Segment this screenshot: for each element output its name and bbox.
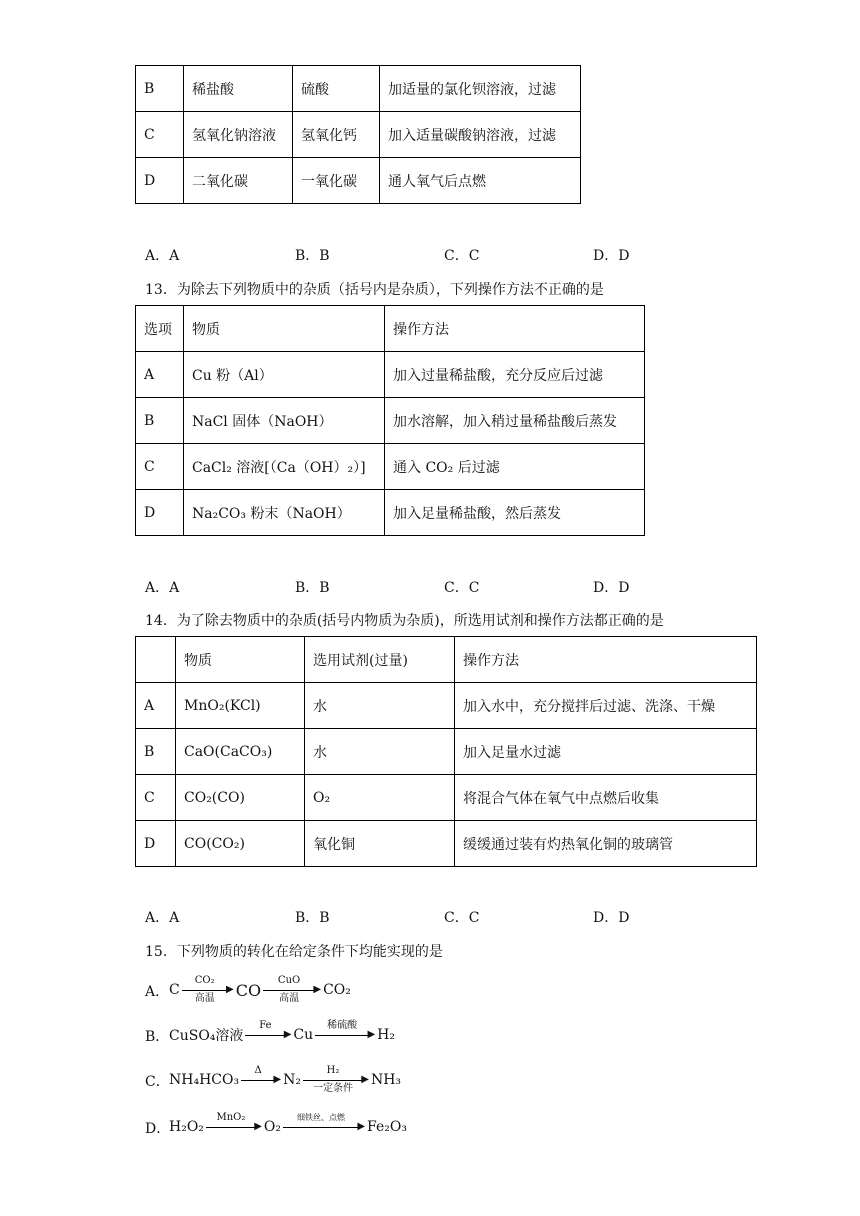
table-row <box>136 398 645 444</box>
intermediate: Cu <box>293 1027 314 1043</box>
q15-stem: 15．下列物质的转化在给定条件下均能实现的是 <box>145 944 443 960</box>
table-cell: 加水溶解，加入稍过量稀盐酸后蒸发 <box>385 398 645 444</box>
table-cell: 硫酸 <box>293 66 380 112</box>
option-d[interactable]: D．D <box>593 248 630 264</box>
table-cell: 二氧化碳 <box>184 158 293 204</box>
reactant: CuSO₄溶液 <box>169 1028 244 1044</box>
table-cell: Na₂CO₃ 粉末（NaOH） <box>184 490 385 536</box>
option-a[interactable]: A．A <box>145 910 180 926</box>
option-label: A． <box>145 984 170 1000</box>
q13-table <box>135 305 645 536</box>
table-cell: MnO₂(KCl) <box>176 683 305 729</box>
table-header-row <box>136 306 645 352</box>
arrow-condition-top: Δ <box>254 1065 262 1076</box>
q14-options <box>145 907 745 927</box>
table-cell: CaCl₂ 溶液[（Ca（OH）₂）] <box>184 444 385 490</box>
table-cell: 稀盐酸 <box>184 66 293 112</box>
arrow-condition-bottom: 高温 <box>279 993 300 1004</box>
table-cell: 氧化铜 <box>305 821 455 867</box>
option-a[interactable]: A．A <box>145 580 180 596</box>
arrow-condition-top: 稀硫酸 <box>327 1020 358 1031</box>
table-row <box>136 444 645 490</box>
table-cell: NaCl 固体（NaOH） <box>184 398 385 444</box>
table-cell: 氢氧化钙 <box>293 112 380 158</box>
table-cell: 水 <box>305 683 455 729</box>
product: NH₃ <box>370 1072 402 1088</box>
intermediate: O₂ <box>263 1119 282 1135</box>
table-cell: C <box>136 775 176 821</box>
table-header-cell: 物质 <box>176 637 305 683</box>
table-cell: D <box>136 821 176 867</box>
table-cell: 缓缓通过装有灼热氧化铜的玻璃管 <box>455 821 757 867</box>
table-cell: CO₂(CO) <box>176 775 305 821</box>
table-header-cell: 操作方法 <box>385 306 645 352</box>
q13-options <box>145 577 745 597</box>
option-b[interactable]: B．B <box>295 910 330 926</box>
reaction-arrow-icon: CuO ▶ 高温 <box>263 975 321 1005</box>
table-cell: 氢氧化钠溶液 <box>184 112 293 158</box>
table-cell: B <box>136 729 176 775</box>
reaction-arrow-icon: CO₂ ▶ 高温 <box>182 975 234 1005</box>
q14-stem: 14．为了除去物质中的杂质(括号内物质为杂质)，所选用试剂和操作方法都正确的是 <box>145 613 664 629</box>
table-row <box>136 683 757 729</box>
table-row <box>136 352 645 398</box>
product: Fe₂O₃ <box>367 1119 407 1135</box>
q12-options <box>145 245 745 265</box>
arrow-condition-top: H₂ <box>326 1065 340 1076</box>
table-cell: D <box>136 490 184 536</box>
reactant: H₂O₂ <box>169 1119 204 1135</box>
option-d[interactable]: D．D <box>593 580 630 596</box>
table-cell: 加入适量碳酸钠溶液，过滤 <box>380 112 581 158</box>
table-header-cell: 物质 <box>184 306 385 352</box>
option-label: C． <box>145 1074 170 1090</box>
table-cell: B <box>136 66 184 112</box>
table-cell: 通人氧气后点燃 <box>380 158 581 204</box>
table-row <box>136 821 757 867</box>
table-header-cell: 选用试剂(过量) <box>305 637 455 683</box>
table-cell: 水 <box>305 729 455 775</box>
table-header-cell: 操作方法 <box>455 637 757 683</box>
table-cell: D <box>136 158 184 204</box>
table-cell: 加入水中，充分搅拌后过滤、洗涤、干燥 <box>455 683 757 729</box>
table-header-cell: 选项 <box>136 306 184 352</box>
arrow-condition-top: Fe <box>259 1020 272 1031</box>
table-row <box>136 729 757 775</box>
table-cell: 将混合气体在氧气中点燃后收集 <box>455 775 757 821</box>
table-row <box>136 158 581 204</box>
option-a[interactable]: A．A <box>145 248 180 264</box>
table-cell: O₂ <box>305 775 455 821</box>
product: H₂ <box>377 1027 395 1043</box>
table-row <box>136 490 645 536</box>
option-b[interactable]: B．B <box>295 248 330 264</box>
option-c[interactable]: C．C <box>444 580 480 596</box>
option-d[interactable]: D．D <box>593 910 630 926</box>
intermediate: N₂ <box>283 1072 301 1088</box>
option-c[interactable]: C．C <box>444 248 480 264</box>
reactant: NH₄HCO₃ <box>169 1072 240 1088</box>
arrow-condition-bottom: 高温 <box>194 993 215 1004</box>
table-cell: Cu 粉（Al） <box>184 352 385 398</box>
table-cell: A <box>136 683 176 729</box>
q14-table <box>135 636 757 867</box>
q13-stem: 13．为除去下列物质中的杂质（括号内是杂质），下列操作方法不正确的是 <box>145 282 604 298</box>
reaction-arrow-icon: MnO₂ ▶ <box>206 1112 262 1142</box>
product: CO₂ <box>323 982 351 998</box>
reaction-arrow-icon: 细铁丝、点燃 ▶ <box>283 1112 365 1142</box>
reaction-arrow-icon: 稀硫酸 ▶ <box>315 1020 375 1050</box>
arrow-condition-bottom: 一定条件 <box>312 1083 353 1094</box>
option-label: B． <box>145 1029 170 1045</box>
q12-table <box>135 65 581 204</box>
table-row <box>136 66 581 112</box>
reaction-arrow-icon: Δ ▶ <box>241 1065 281 1095</box>
table-cell: 加入足量水过滤 <box>455 729 757 775</box>
option-c[interactable]: C．C <box>444 910 480 926</box>
table-cell: C <box>136 112 184 158</box>
arrow-condition-top: MnO₂ <box>216 1112 246 1123</box>
table-cell: C <box>136 444 184 490</box>
table-cell: A <box>136 352 184 398</box>
arrow-condition-top: 细铁丝、点燃 <box>297 1113 346 1122</box>
reaction-arrow-icon: Fe ▶ <box>245 1020 291 1050</box>
table-cell: 加入过量稀盐酸，充分反应后过滤 <box>385 352 645 398</box>
table-cell: 加入足量稀盐酸，然后蒸发 <box>385 490 645 536</box>
table-cell: B <box>136 398 184 444</box>
option-b[interactable]: B．B <box>295 580 330 596</box>
table-cell: CaO(CaCO₃) <box>176 729 305 775</box>
reaction-arrow-icon: H₂ ▶ 一定条件 <box>303 1065 369 1095</box>
table-cell: 一氧化碳 <box>293 158 380 204</box>
arrow-condition-top: CO₂ <box>194 975 215 986</box>
intermediate: CO <box>235 980 262 1000</box>
table-cell: 加适量的氯化钡溶液，过滤 <box>380 66 581 112</box>
table-cell: CO(CO₂) <box>176 821 305 867</box>
table-header-row <box>136 637 757 683</box>
reactant: C <box>169 982 180 998</box>
table-header-cell <box>136 637 176 683</box>
table-row <box>136 112 581 158</box>
arrow-condition-top: CuO <box>277 975 301 986</box>
table-cell: 通入 CO₂ 后过滤 <box>385 444 645 490</box>
table-row <box>136 775 757 821</box>
option-label: D． <box>145 1121 171 1137</box>
